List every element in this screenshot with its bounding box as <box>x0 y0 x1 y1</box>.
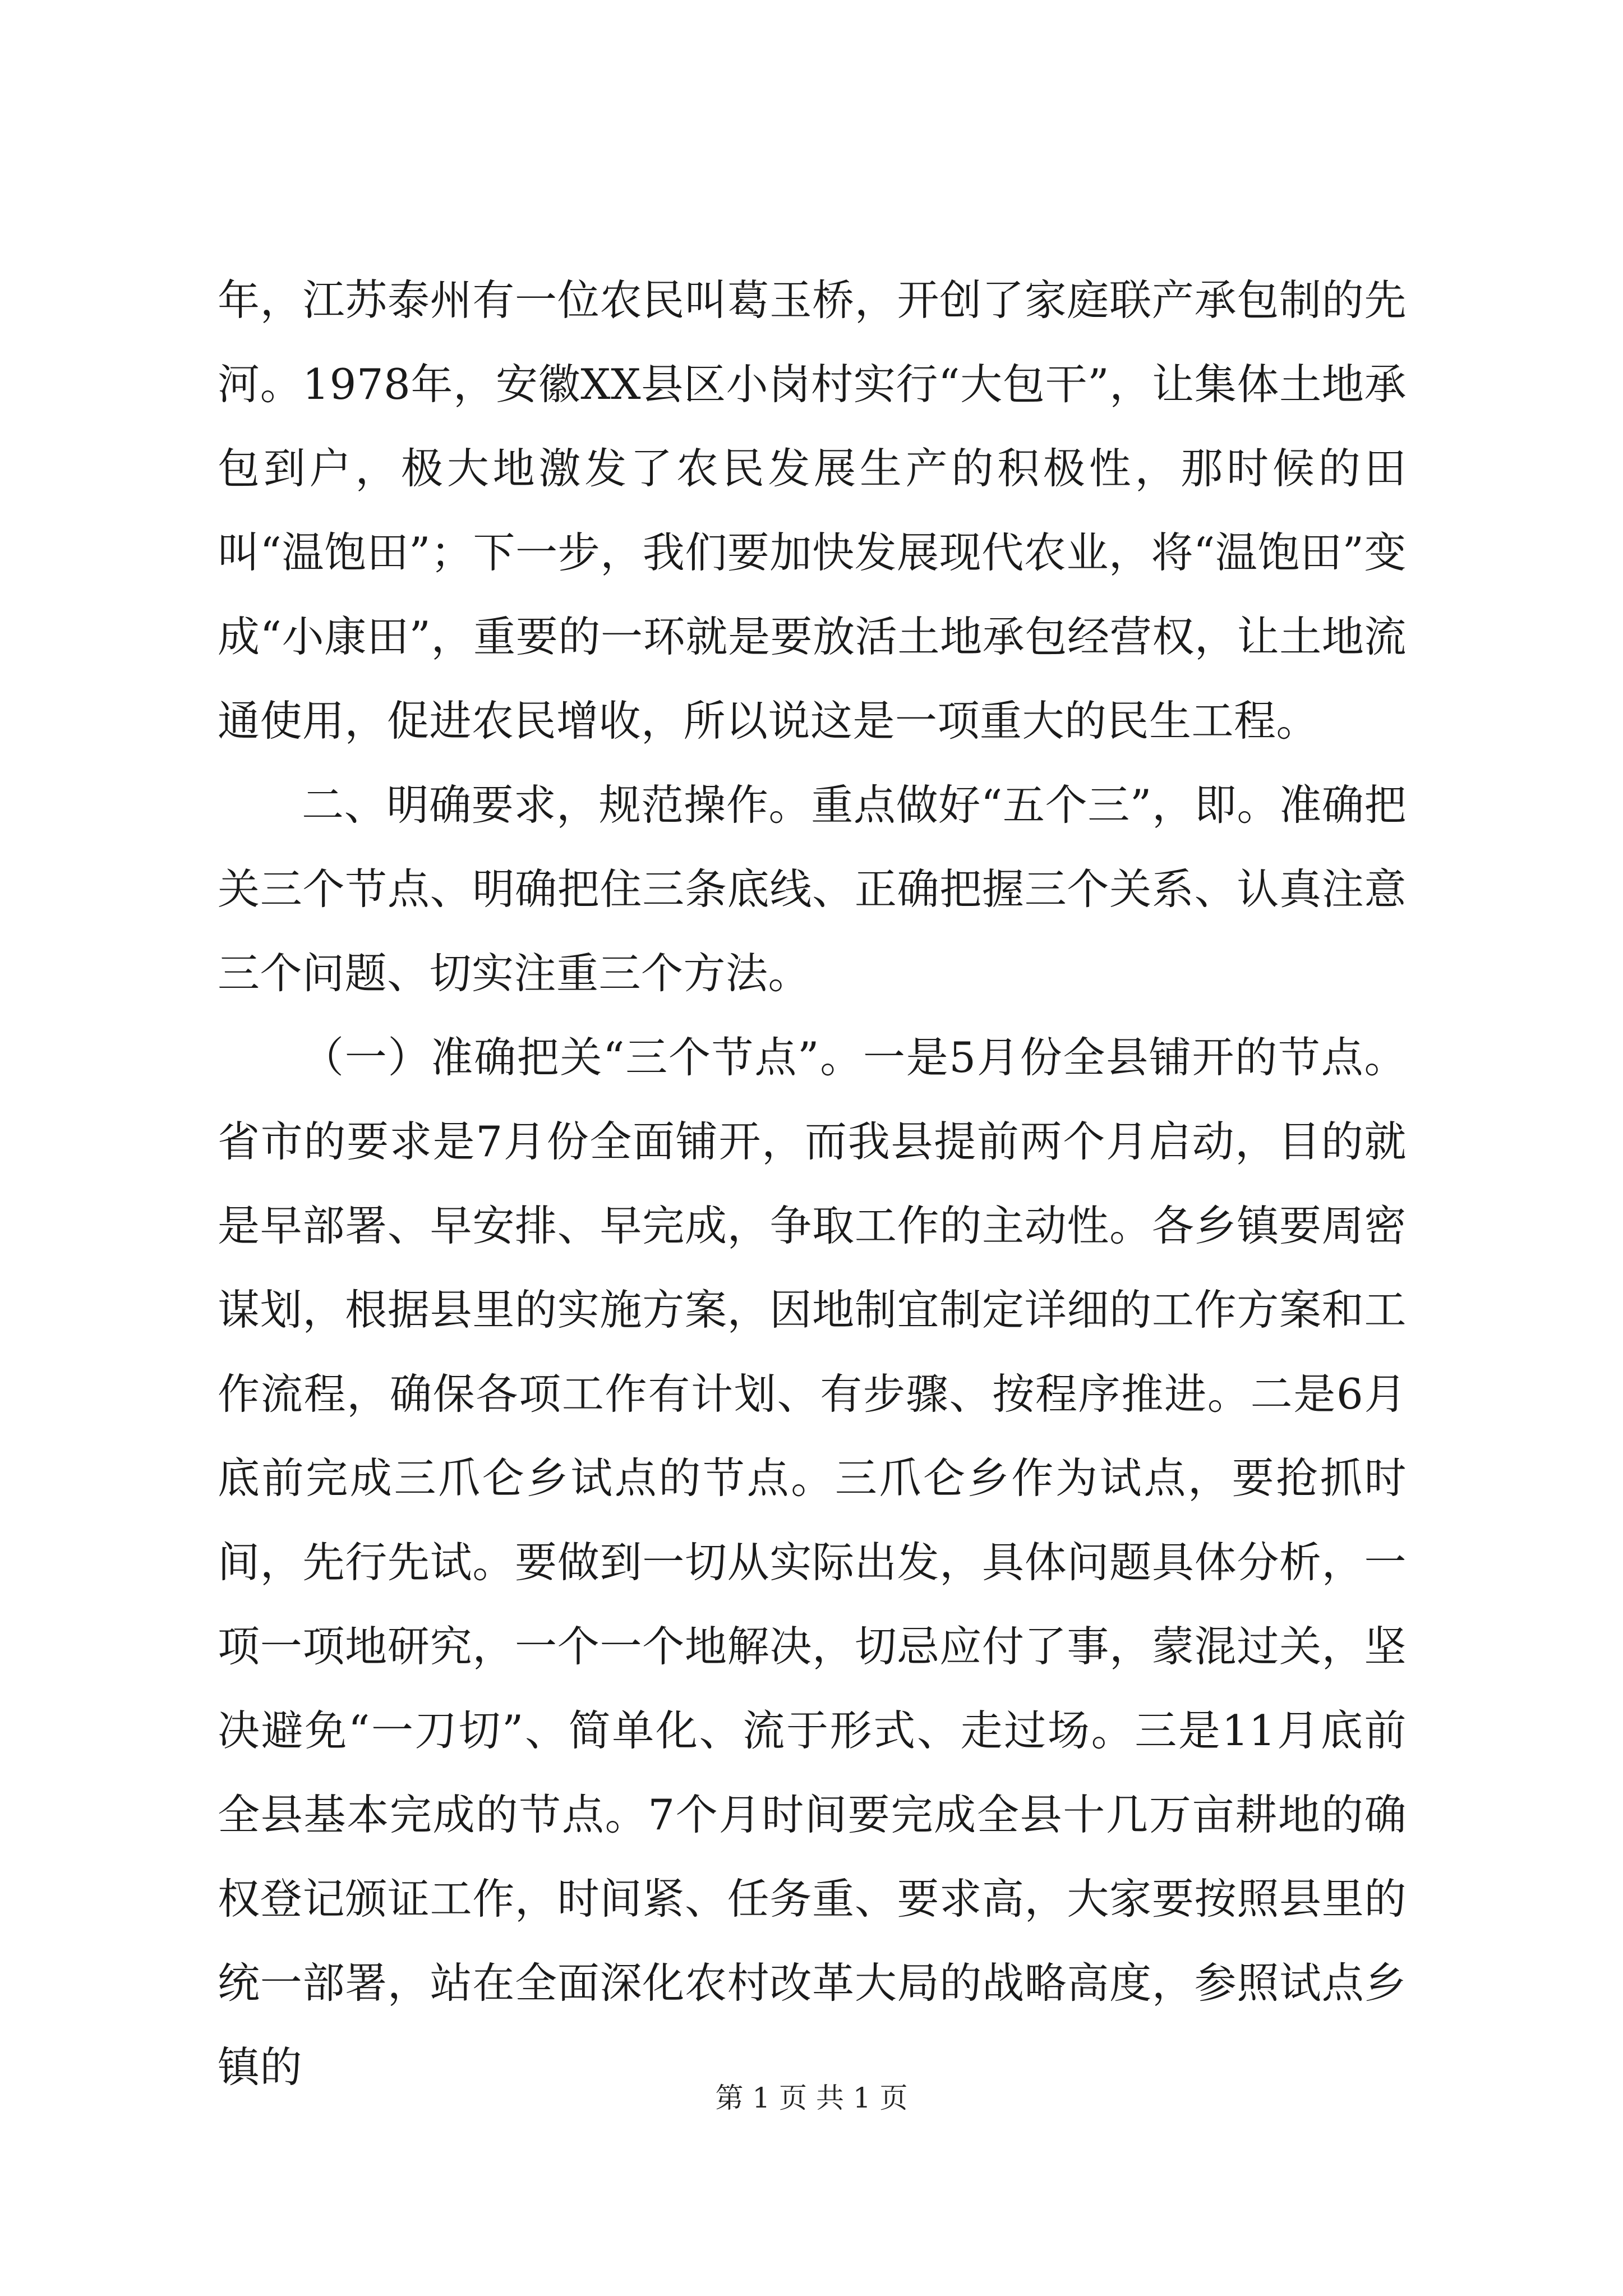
paragraph-2: 二、明确要求，规范操作。重点做好“五个三”，即。准确把关三个节点、明确把住三条底线、正确把握三个关系、认真注意三个问题、切实注重三个方法。 <box>218 780 1407 998</box>
body-text <box>218 258 1407 2109</box>
paragraph-1: 年，江苏泰州有一位农民叫葛玉桥，开创了家庭联产承包制的先河。1978年，安徽XX县区小岗村实行“大包干”，让集体土地承包到户，极大地激发了农民发展生产的积极性，那时候的田叫“温饱田”；下一步，我们要加快发展现代农业，将“温饱田”变成“小康田”，重要的一环就是要放活土地承包经营权，让土地流通使用，促进农民增收，所以说这是一项重大的民生工程。 <box>218 275 1407 746</box>
paragraph-3: （一）准确把关“三个节点”。一是5月份全县铺开的节点。省市的要求是7月份全面铺开，而我县提前两个月启动，目的就是早部署、早安排、早完成，争取工作的主动性。各乡镇要周密谋划，根据县里的实施方案，因地制宜制定详细的工作方案和工作流程，确保各项工作有计划、有步骤、按程序推进。二是6月底前完成三爪仑乡试点的节点。三爪仑乡作为试点，要抢抓时间，先行先试。要做到一切从实际出发，具体问题具体分析，一项一项地研究，一个一个地解决，切忌应付了事，蒙混过关，坚决避免“一刀切”、简单化、流于形式、走过场。三是11月底前全县基本完成的节点。7个月时间要完成全县十几万亩耕地的确权登记颁证工作，时间紧、任务重、要求高，大家要按照县里的统一部署，站在全面深化农村改革大局的战略高度，参照试点乡镇的 <box>218 1033 1407 2092</box>
page-footer: 第 1 页 共 1 页 <box>715 2082 908 2114</box>
